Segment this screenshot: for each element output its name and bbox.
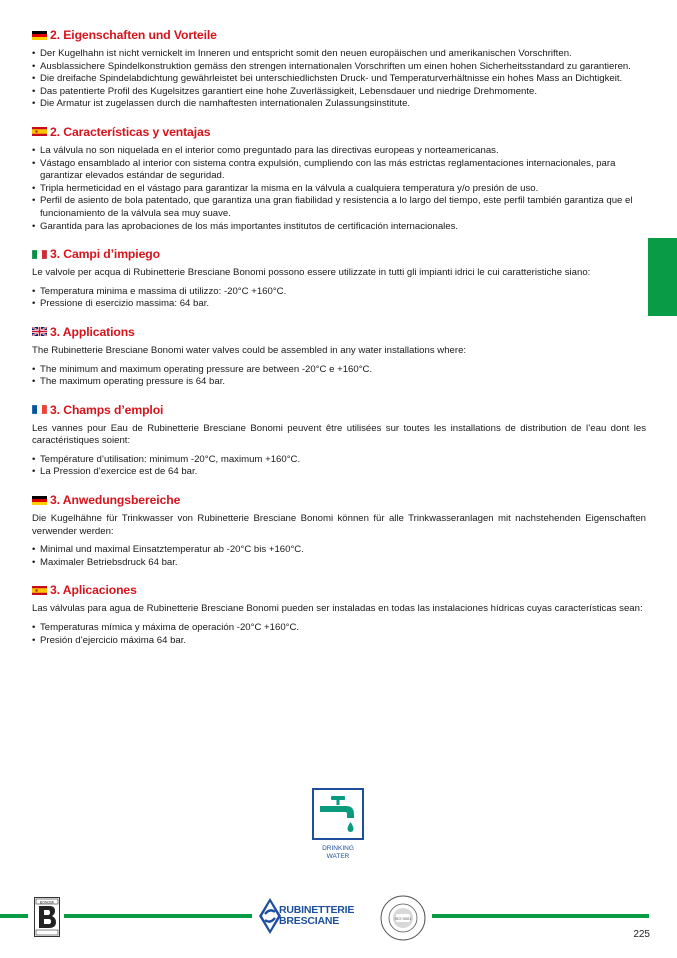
section-heading — [32, 493, 646, 507]
section-title: 3. Champs d’emploi — [50, 402, 164, 417]
bonomi-mark-text: BONOMI — [39, 900, 55, 905]
section-title: 3. Applications — [50, 324, 135, 339]
list-item: • Temperatura minima e massima di utilizzo: -20°C +160°C. — [32, 286, 646, 299]
spanish-flag-icon — [32, 127, 47, 136]
brand-line: RUBINETTERIE — [279, 904, 355, 916]
section-heading — [32, 325, 646, 339]
list-item: • Maximaler Betriebsdruck 64 bar. — [32, 557, 646, 570]
list-item: • Température d’utilisation: minimum -20°C, maximum +160°C. — [32, 454, 646, 467]
german-flag-icon — [32, 496, 47, 505]
section-title: 3. Campi d’impiego — [50, 247, 160, 262]
list-item: • Ausblassichere Spindelkonstruktion gemäss den strengen internationalen Vorschriften um einen hohen Sicherheitsstandard zu garantieren. — [32, 61, 646, 74]
section-title: 2. Eigenschaften und Vorteile — [50, 28, 217, 42]
list-item: • Vástago ensamblado al interior con sistema contra expulsión, cumpliendo con las más estrictas reglamentaciones internacionales, para garantizar elevados estándar de seguridad. — [32, 158, 646, 183]
section-heading — [32, 28, 646, 42]
list-item: • Pressione di esercizio massima: 64 bar. — [32, 298, 646, 311]
iso-seal-text: ISO 9001 — [394, 916, 412, 921]
section-heading — [32, 403, 646, 417]
section-applications-de — [32, 493, 646, 569]
list-item: • La Pression d’exercice est de 64 bar. — [32, 466, 646, 479]
bullet-list — [32, 622, 646, 647]
section-applications-en — [32, 325, 646, 389]
list-item: • The maximum operating pressure is 64 bar. — [32, 376, 646, 389]
list-item: • Das patentierte Profil des Kugelsitzes garantiert eine hohe Zuverlässigkeit, Lebensdauer und niedrige Drehmomente. — [32, 86, 646, 99]
section-intro: Die Kugelhähne für Trinkwasser von Rubinetterie Bresciane Bonomi können für alle Trinkwasseranlagen mit nachstehenden Eigenschaften verwender werden: — [32, 513, 646, 537]
section-heading — [32, 583, 646, 597]
brand-line: BRESCIANE — [279, 915, 340, 927]
bullet-list — [32, 48, 646, 111]
section-heading — [32, 247, 646, 261]
uk-flag-icon — [32, 327, 47, 336]
list-item: • Presión d’ejercicio máxima 64 bar. — [32, 635, 646, 648]
bonomi-logo — [34, 897, 60, 937]
list-item: • Tripla hermeticidad en el vástago para garantizar la misma en la válvula a cualquiera temperatura y/o presión de uso. — [32, 183, 646, 196]
italian-flag-icon — [32, 250, 47, 259]
iso-certification-seal — [380, 895, 426, 941]
footer-line — [432, 914, 649, 918]
drinking-water-icon — [312, 788, 364, 840]
brand-name — [279, 905, 354, 927]
list-item: • La válvula no son niquelada en el interior como preguntado para las directivas europeas y norteamericanas. — [32, 145, 646, 158]
spanish-flag-icon — [32, 586, 47, 595]
section-title: 2. Características y ventajas — [50, 124, 211, 139]
section-intro: The Rubinetterie Bresciane Bonomi water valves could be assembled in any water installations where: — [32, 344, 467, 356]
page-content — [32, 28, 646, 661]
list-item: • Perfil de asiento de bola patentado, que garantiza una gran fiabilidad y resistencia a lo largo del tiempo, este perfil también garantiza que el funcionamiento de la válvula sea muy suave. — [32, 195, 646, 220]
section-title: 3. Aplicaciones — [50, 583, 137, 598]
section-features-es — [32, 125, 646, 233]
list-item: • Die dreifache Spindelabdichtung gewährleistet bei unterschiedlichsten Druck- und Temperaturverhältnisse ein hohes Mass an Dichtigkeit. — [32, 73, 646, 86]
label-line: WATER — [326, 853, 350, 860]
section-title: 3. Anwedungsbereiche — [50, 493, 181, 508]
footer-line — [64, 914, 252, 918]
list-item: • Temperaturas mímica y máxima de operación -20°C +160°C. — [32, 622, 646, 635]
bullet-list — [32, 364, 646, 389]
page-number: 225 — [633, 929, 650, 940]
section-applications-fr — [32, 403, 646, 479]
drinking-water-label — [302, 845, 374, 861]
bullet-list — [32, 145, 646, 233]
section-intro: Les vannes pour Eau de Rubinetterie Bresciane Bonomi peuvent être utilisées sur toutes les installations de distribution de l’eau dont les caractéristiques soient: — [32, 422, 646, 447]
section-heading — [32, 125, 646, 139]
section-applications-es — [32, 583, 646, 647]
section-features-de — [32, 28, 646, 111]
footer-line — [0, 914, 28, 918]
label-line: DRINKING — [322, 845, 354, 852]
list-item: • Die Armatur ist zugelassen durch die namhaftesten internationalen Zulassungsinstitute. — [32, 98, 646, 111]
french-flag-icon — [32, 405, 47, 414]
bullet-list — [32, 454, 646, 479]
german-flag-icon — [32, 31, 47, 40]
list-item: • Garantida para las aprobaciones de los más importantes institutos de certificación internacionales. — [32, 221, 646, 234]
list-item: • Der Kugelhahn ist nicht vernickelt im Inneren und entspricht somit den neuen europäischen und amerikanischen Vorschriften. — [32, 48, 646, 61]
list-item: • Minimal und maximal Einsatztemperatur ab -20°C bis +160°C. — [32, 544, 646, 557]
bullet-list — [32, 544, 646, 569]
list-item: • The minimum and maximum operating pressure are between -20°C e +160°C. — [32, 364, 646, 377]
bullet-list — [32, 286, 646, 311]
section-intro: Le valvole per acqua di Rubinetterie Bresciane Bonomi possono essere utilizzate in tutti gli impianti idrici le cui caratteristiche siano: — [32, 267, 591, 279]
chapter-tab — [648, 238, 677, 316]
section-intro: Las válvulas para agua de Rubinetterie Bresciane Bonomi pueden ser instaladas en todas las instalaciones hídricas cuyas características sean: — [32, 603, 643, 615]
section-applications-it — [32, 247, 646, 311]
